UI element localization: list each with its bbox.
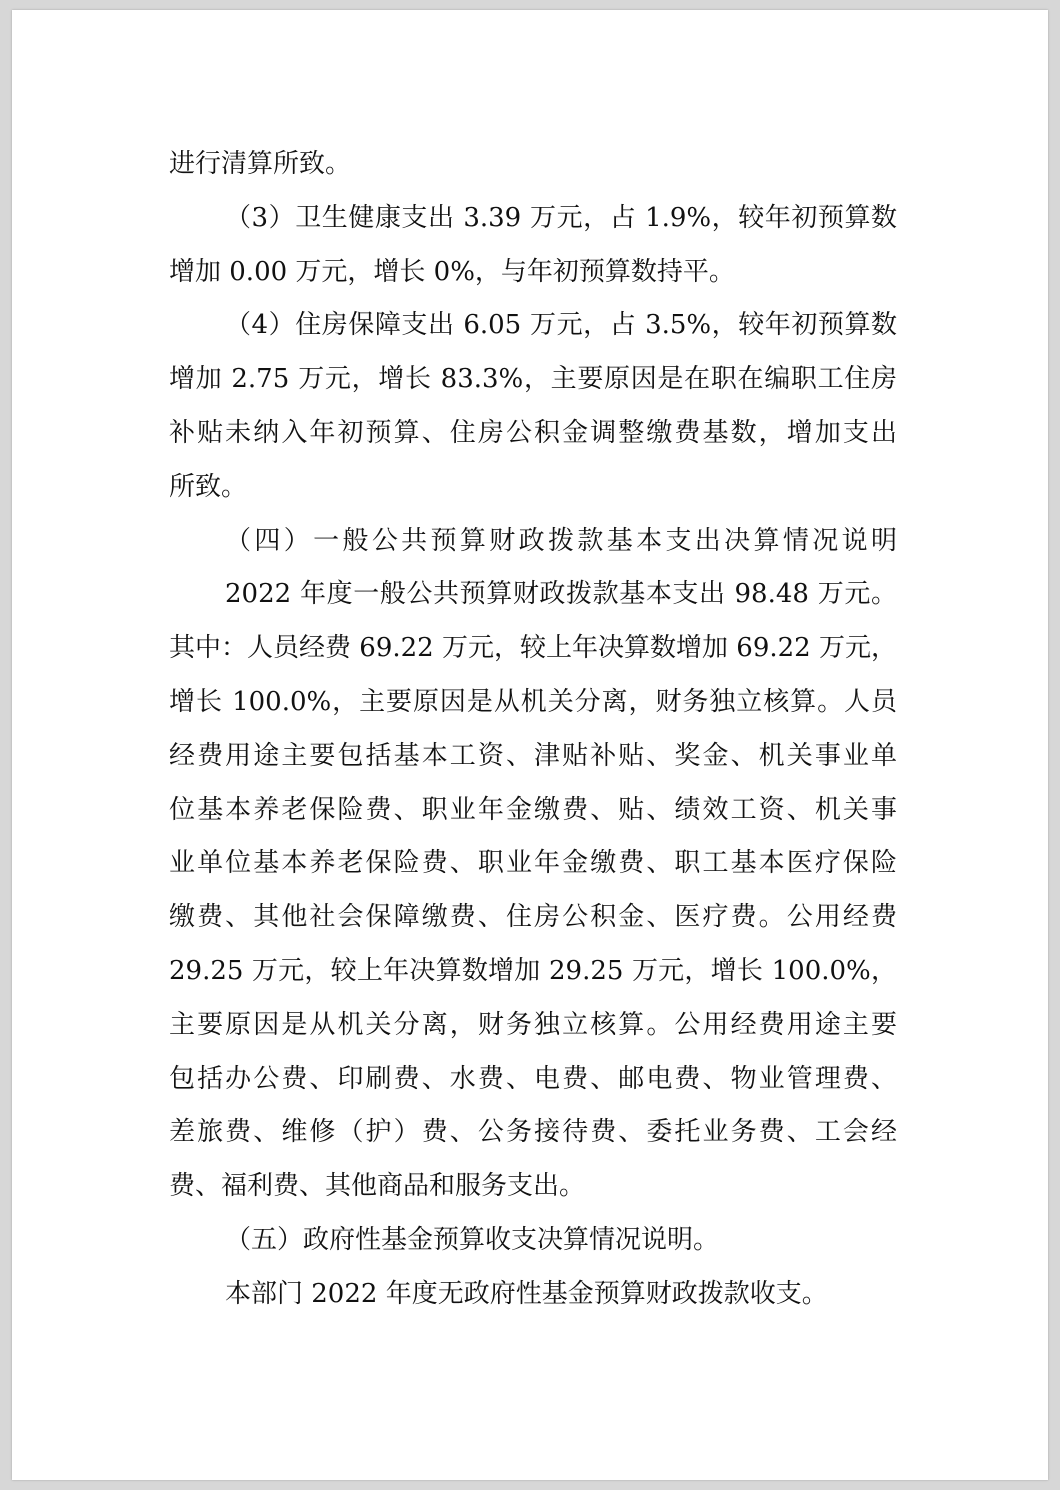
text-line: 缴费、其他社会保障缴费、住房公积金、医疗费。公用经费 xyxy=(169,902,897,933)
text-line: 增长 100.0%，主要原因是从机关分离，财务独立核算。人员 xyxy=(169,686,897,717)
text-line: 进行清算所致。 xyxy=(169,149,352,179)
document-body xyxy=(169,138,897,1322)
text-line: 包括办公费、印刷费、水费、电费、邮电费、物业管理费、 xyxy=(169,1063,897,1094)
text-line: 增加 0.00 万元，增长 0%，与年初预算数持平。 xyxy=(169,256,735,287)
text-line: （3）卫生健康支出 3.39 万元，占 1.9%，较年初预算数 xyxy=(225,202,897,233)
text-line: 费、福利费、其他商品和服务支出。 xyxy=(169,1171,586,1202)
document-page xyxy=(12,10,1048,1480)
text-line: 增加 2.75 万元，增长 83.3%，主要原因是在职在编职工住房 xyxy=(169,364,897,395)
text-line: 业单位基本养老保险费、职业年金缴费、职工基本医疗保险 xyxy=(169,848,897,879)
section-heading: （四）一般公共预算财政拨款基本支出决算情况说明 xyxy=(225,525,897,556)
text-line: 所致。 xyxy=(169,471,248,502)
text-line: （4）住房保障支出 6.05 万元，占 3.5%，较年初预算数 xyxy=(225,310,897,341)
text-line: 29.25 万元，较上年决算数增加 29.25 万元，增长 100.0%， xyxy=(169,955,897,986)
text-line: 补贴未纳入年初预算、住房公积金调整缴费基数，增加支出 xyxy=(169,417,897,448)
text-line: 位基本养老保险费、职业年金缴费、贴、绩效工资、机关事 xyxy=(169,794,897,825)
text-line: 经费用途主要包括基本工资、津贴补贴、奖金、机关事业单 xyxy=(169,740,897,771)
section-heading: （五）政府性基金预算收支决算情况说明。 xyxy=(225,1224,720,1255)
text-line: 本部门 2022 年度无政府性基金预算财政拨款收支。 xyxy=(225,1278,828,1309)
text-line: 差旅费、维修（护）费、公务接待费、委托业务费、工会经 xyxy=(169,1117,897,1148)
text-line: 2022 年度一般公共预算财政拨款基本支出 98.48 万元。 xyxy=(225,579,897,610)
text-line: 其中：人员经费 69.22 万元，较上年决算数增加 69.22 万元， xyxy=(169,633,897,664)
text-line: 主要原因是从机关分离，财务独立核算。公用经费用途主要 xyxy=(169,1009,897,1040)
